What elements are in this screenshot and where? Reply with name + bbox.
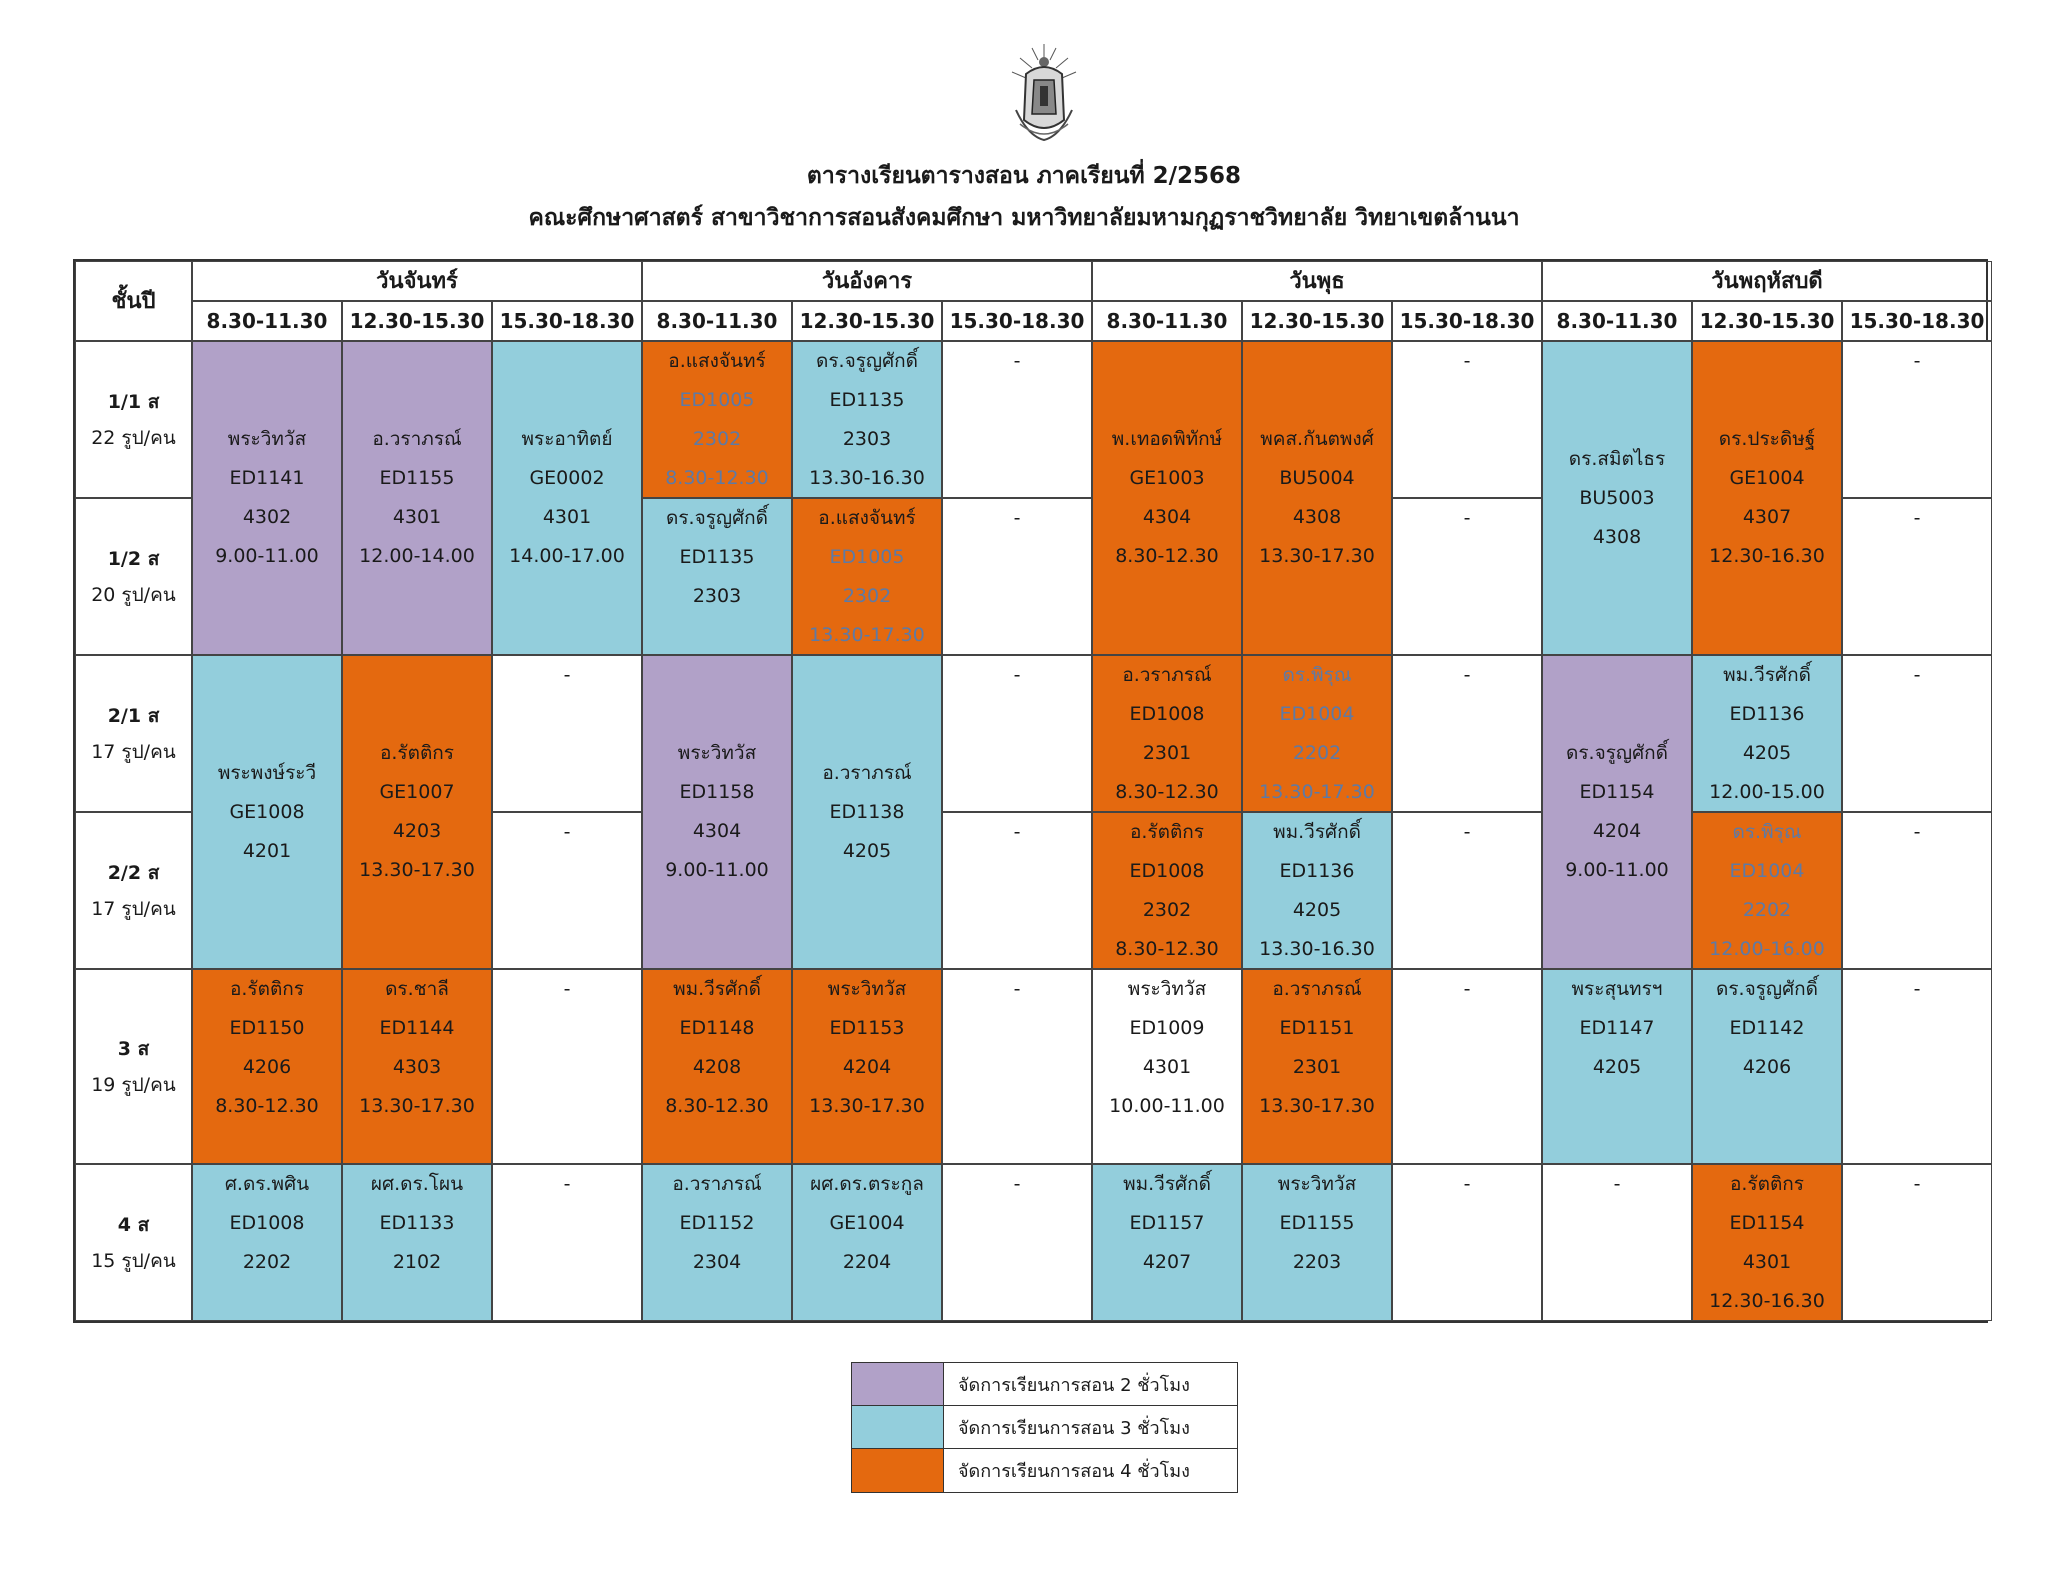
legend-label: จัดการเรียนการสอน 4 ชั่วโมง [958,1461,1190,1482]
instructor-name: อ.วราภรณ์ [672,1173,762,1195]
instructor-name: อ.วราภรณ์ [372,428,462,450]
instructor-name: - [1463,664,1471,686]
class-detail: 12.00-16.00 [1709,938,1825,960]
instructor-name: อ.แสงจันทร์ [818,507,916,529]
class-detail: ED1152 [679,1212,755,1234]
level-cell [75,969,192,1164]
instructor-name: - [1013,350,1021,372]
empty-slot [942,655,1092,812]
class-slot [642,969,792,1164]
class-detail: 9.00-11.00 [665,859,769,881]
level-year: 4 ส [117,1213,150,1236]
class-detail: 12.00-14.00 [359,545,475,567]
class-detail: 8.30-12.30 [1115,545,1219,567]
class-detail: 12.00-15.00 [1709,781,1825,803]
class-detail: 2202 [1742,899,1792,921]
faculty-subtitle: คณะศึกษาศาสตร์ สาขาวิชาการสอนสังคมศึกษา มหาวิทยาลัยมหามกุฏราชวิทยาลัย วิทยาเขตล้านนา [528,205,1520,231]
empty-slot [1392,812,1542,969]
class-detail: 12.30-16.30 [1709,545,1825,567]
legend-label: จัดการเรียนการสอน 3 ชั่วโมง [958,1417,1190,1439]
class-detail: ED1147 [1579,1017,1655,1039]
class-detail: 2303 [692,585,742,607]
instructor-name: พระวิทวัส [827,978,907,1000]
instructor-name: ผศ.ดร.ตระกูล [810,1173,924,1195]
empty-slot [1542,1164,1692,1321]
class-detail: GE1004 [1729,467,1805,489]
empty-slot [1842,969,1992,1164]
class-detail: GE0002 [529,467,605,489]
empty-slot [942,1164,1092,1321]
instructor-name: อ.รัตติกร [379,742,455,764]
class-detail: 4204 [842,1056,892,1078]
class-slot [1542,655,1692,969]
class-detail: 2302 [842,585,892,607]
instructor-name: - [563,664,571,686]
class-slot [642,1164,792,1321]
class-detail: 13.30-17.30 [809,624,925,646]
level-count: 17 รูป/คน [91,740,176,763]
class-detail: 4307 [1742,506,1792,528]
level-year: 1/2 ส [107,547,160,570]
class-slot [192,655,342,969]
instructor-name: อ.รัตติกร [229,978,305,1000]
level-count: 15 รูป/คน [91,1249,176,1272]
level-year: 3 ส [117,1037,150,1060]
instructor-name: พระวิทวัส [1127,978,1207,1000]
class-detail: ED1136 [1279,860,1355,882]
instructor-name: พ.เทอดพิทักษ์ [1111,428,1223,450]
empty-slot [1392,655,1542,812]
empty-slot [1842,655,1992,812]
instructor-name: ดร.จรูญศักดิ์ [1565,742,1668,764]
class-detail: 4205 [842,839,892,862]
time-slot-header: 12.30-15.30 [792,301,942,341]
university-seal-icon [1004,40,1084,146]
empty-slot [492,969,642,1164]
instructor-name: พม.วีรศักดิ์ [1723,664,1811,686]
empty-slot [942,969,1092,1164]
class-detail: 2302 [1142,899,1192,921]
class-detail: ED1135 [829,389,905,411]
class-detail: 4206 [1742,1056,1792,1078]
class-detail: 4208 [692,1056,742,1078]
class-detail: ED1008 [1129,703,1205,725]
time-slot-header: 15.30-18.30 [1842,301,1992,341]
instructor-name: ดร.พิรุณ [1282,664,1352,686]
class-detail: 13.30-17.30 [809,1095,925,1117]
instructor-name: พม.วีรศักดิ์ [673,978,761,1000]
instructor-name: ศ.ดร.พศิน [224,1173,310,1195]
class-slot [1242,655,1392,812]
class-detail: ED1008 [229,1212,305,1234]
class-detail: ED1155 [1279,1212,1355,1234]
empty-slot [1842,812,1992,969]
class-detail: 2301 [1142,742,1192,764]
class-detail: 4301 [392,506,442,528]
class-detail: 13.30-17.30 [1259,545,1375,567]
empty-slot [942,498,1092,655]
class-detail: 8.30-12.30 [665,467,769,489]
class-detail: GE1003 [1129,467,1205,489]
day-header: วันพุธ [1092,261,1542,301]
instructor-name: - [563,978,571,1000]
instructor-name: อ.วราภรณ์ [822,761,912,784]
class-slot [1692,1164,1842,1321]
class-detail: ED1153 [829,1017,905,1039]
class-slot [642,498,792,655]
class-detail: 4207 [1142,1251,1192,1273]
class-detail: ED1151 [1279,1017,1355,1039]
time-slot-header: 8.30-11.30 [1542,301,1692,341]
instructor-name: - [1013,507,1021,529]
class-detail: ED1148 [679,1017,755,1039]
class-slot [1692,655,1842,812]
class-slot [1242,969,1392,1164]
class-detail: ED1157 [1129,1212,1205,1234]
class-detail: 9.00-11.00 [215,545,319,567]
instructor-name: ผศ.ดร.โผน [370,1173,464,1195]
class-slot [1092,1164,1242,1321]
class-slot [792,969,942,1164]
legend-item [852,1406,1237,1449]
class-detail: 13.30-17.30 [1259,781,1375,803]
class-detail: 4308 [1592,525,1642,548]
class-detail: 8.30-12.30 [665,1095,769,1117]
instructor-name: - [1463,978,1471,1000]
class-detail: 4204 [1592,820,1642,842]
instructor-name: พม.วีรศักดิ์ [1123,1173,1211,1195]
instructor-name: - [1013,1173,1021,1195]
class-detail: ED1142 [1729,1017,1805,1039]
class-slot [192,1164,342,1321]
instructor-name: พระพงษ์ระวี [217,761,317,784]
class-detail: GE1007 [379,781,455,803]
class-slot [342,341,492,655]
legend-item [852,1363,1237,1406]
class-detail: 4301 [542,506,592,528]
class-detail: 4205 [1742,742,1792,764]
class-slot [792,341,942,498]
instructor-name: - [563,821,571,843]
class-slot [1542,341,1692,655]
instructor-name: - [1613,1173,1621,1195]
class-detail: ED1144 [379,1017,455,1039]
instructor-name: - [1913,664,1921,686]
time-slot-header: 8.30-11.30 [192,301,342,341]
instructor-name: - [1913,821,1921,843]
instructor-name: - [1913,1173,1921,1195]
instructor-name: ดร.ชาลี [385,978,449,1000]
class-detail: ED1136 [1729,703,1805,725]
empty-slot [1392,1164,1542,1321]
class-detail: 4308 [1292,506,1342,528]
empty-slot [1392,498,1542,655]
instructor-name: พม.วีรศักดิ์ [1273,821,1361,843]
class-detail: 4301 [1142,1056,1192,1078]
empty-slot [1842,1164,1992,1321]
class-slot [342,1164,492,1321]
empty-slot [492,1164,642,1321]
class-slot [1542,969,1692,1164]
class-slot [642,341,792,498]
class-slot [1692,812,1842,969]
level-count: 20 รูป/คน [91,583,176,606]
class-detail: ED1154 [1729,1212,1805,1234]
instructor-name: อ.แสงจันทร์ [668,350,766,372]
class-detail: 2204 [842,1251,892,1273]
class-detail: ED1141 [229,467,305,489]
class-slot [192,969,342,1164]
instructor-name: ดร.จรูญศักดิ์ [665,507,768,529]
class-detail: 2203 [1292,1251,1342,1273]
class-slot [1092,341,1242,655]
class-slot [342,655,492,969]
class-detail: ED1008 [1129,860,1205,882]
instructor-name: พระวิทวัส [677,742,757,764]
time-slot-header: 12.30-15.30 [1692,301,1842,341]
empty-slot [492,655,642,812]
time-slot-header: 12.30-15.30 [342,301,492,341]
empty-slot [492,812,642,969]
legend-item [852,1449,1237,1492]
instructor-name: - [563,1173,571,1195]
instructor-name: อ.วราภรณ์ [1272,978,1362,1000]
class-detail: ED1004 [1729,860,1805,882]
instructor-name: - [1463,507,1471,529]
legend-swatch [852,1406,944,1448]
class-detail: 13.30-17.30 [359,1095,475,1117]
level-year: 2/1 ส [107,704,160,727]
class-detail: ED1158 [679,781,755,803]
instructor-name: พคส.กันตพงศ์ [1260,428,1374,450]
instructor-name: - [1463,1173,1471,1195]
class-slot [492,341,642,655]
class-detail: 4304 [692,820,742,842]
class-detail: ED1133 [379,1212,455,1234]
class-detail: 4206 [242,1056,292,1078]
instructor-name: อ.วราภรณ์ [1122,664,1212,686]
class-detail: 13.30-17.30 [359,859,475,881]
instructor-name: ดร.จรูญศักดิ์ [815,350,918,372]
class-slot [1092,812,1242,969]
class-detail: 4203 [392,820,442,842]
level-count: 22 รูป/คน [91,426,176,449]
class-detail: ED1138 [829,800,905,823]
class-slot [1242,341,1392,655]
day-header: วันจันทร์ [192,261,642,301]
schedule-table [73,259,1988,1323]
class-detail: ED1155 [379,467,455,489]
class-detail: 4205 [1592,1056,1642,1078]
level-count: 19 รูป/คน [91,1073,176,1096]
instructor-name: - [1913,350,1921,372]
empty-slot [1842,341,1992,498]
instructor-name: - [1463,350,1471,372]
empty-slot [1842,498,1992,655]
level-cell [75,341,192,498]
class-detail: 8.30-12.30 [215,1095,319,1117]
legend [851,1362,1238,1493]
class-detail: 4301 [1742,1251,1792,1273]
time-slot-header: 8.30-11.30 [642,301,792,341]
class-slot [192,341,342,655]
instructor-name: พระวิทวัส [227,428,307,450]
class-slot [1242,812,1392,969]
level-year: 2/2 ส [107,861,160,884]
instructor-name: - [1913,507,1921,529]
level-cell [75,812,192,969]
empty-slot [942,341,1092,498]
class-detail: 2202 [242,1251,292,1273]
class-slot [1092,969,1242,1164]
time-slot-header: 12.30-15.30 [1242,301,1392,341]
instructor-name: - [1013,821,1021,843]
class-detail: 13.30-17.30 [1259,1095,1375,1117]
class-detail: ED1005 [679,389,755,411]
instructor-name: พระสุนทรฯ [1571,978,1663,1000]
class-detail: 2304 [692,1251,742,1273]
class-detail: 8.30-12.30 [1115,781,1219,803]
class-detail: 4304 [1142,506,1192,528]
class-slot [792,1164,942,1321]
class-detail: 2302 [692,428,742,450]
class-detail: ED1150 [229,1017,305,1039]
class-detail: 13.30-16.30 [1259,938,1375,960]
class-slot [1092,655,1242,812]
time-slot-header: 8.30-11.30 [1092,301,1242,341]
class-detail: 4205 [1292,899,1342,921]
class-detail: 10.00-11.00 [1109,1095,1225,1117]
level-header: ชั้นปี [75,261,192,341]
class-detail: 2102 [392,1251,442,1273]
class-detail: ED1135 [679,546,755,568]
empty-slot [1392,969,1542,1164]
class-detail: ED1004 [1279,703,1355,725]
class-detail: 4201 [242,839,292,862]
class-slot [792,655,942,969]
day-header: วันอังคาร [642,261,1092,301]
class-detail: 8.30-12.30 [1115,938,1219,960]
class-detail: 9.00-11.00 [1565,859,1669,881]
class-detail: BU5004 [1279,467,1355,489]
instructor-name: พระอาทิตย์ [521,428,613,450]
legend-swatch [852,1449,944,1492]
class-detail: ED1009 [1129,1017,1205,1039]
empty-slot [942,812,1092,969]
instructor-name: - [1013,978,1021,1000]
class-slot [792,498,942,655]
class-slot [642,655,792,969]
instructor-name: พระวิทวัส [1277,1173,1357,1195]
level-cell [75,498,192,655]
level-count: 17 รูป/คน [91,897,176,920]
class-detail: ED1154 [1579,781,1655,803]
schedule-title: ตารางเรียนตารางสอน ภาคเรียนที่ 2/2568 [806,163,1242,189]
instructor-name: ดร.พิรุณ [1732,821,1802,843]
class-detail: 2301 [1292,1056,1342,1078]
class-slot [1692,969,1842,1164]
empty-slot [1392,341,1542,498]
level-year: 1/1 ส [107,390,160,413]
time-slot-header: 15.30-18.30 [492,301,642,341]
instructor-name: อ.รัตติกร [1129,821,1205,843]
class-detail: 4302 [242,506,292,528]
instructor-name: ดร.สมิตไธร [1568,447,1666,470]
class-detail: 14.00-17.00 [509,545,625,567]
class-detail: 12.30-16.30 [1709,1290,1825,1312]
legend-swatch [852,1363,944,1405]
class-detail: ED1005 [829,546,905,568]
instructor-name: ดร.จรูญศักดิ์ [1715,978,1818,1000]
class-detail: 4303 [392,1056,442,1078]
instructor-name: - [1013,664,1021,686]
level-cell [75,655,192,812]
class-slot [1692,341,1842,655]
time-slot-header: 15.30-18.30 [1392,301,1542,341]
instructor-name: อ.รัตติกร [1729,1173,1805,1195]
class-detail: BU5003 [1579,486,1655,509]
class-detail: 2303 [842,428,892,450]
class-detail: GE1004 [829,1212,905,1234]
class-detail: GE1008 [229,800,305,823]
day-header: วันพฤหัสบดี [1542,261,1992,301]
instructor-name: ดร.ประดิษฐ์ [1718,428,1816,450]
class-slot [342,969,492,1164]
class-slot [1242,1164,1392,1321]
class-detail: 13.30-16.30 [809,467,925,489]
instructor-name: - [1913,978,1921,1000]
level-cell [75,1164,192,1321]
legend-label: จัดการเรียนการสอน 2 ชั่วโมง [958,1374,1190,1396]
instructor-name: - [1463,821,1471,843]
class-detail: 2202 [1292,742,1342,764]
time-slot-header: 15.30-18.30 [942,301,1092,341]
